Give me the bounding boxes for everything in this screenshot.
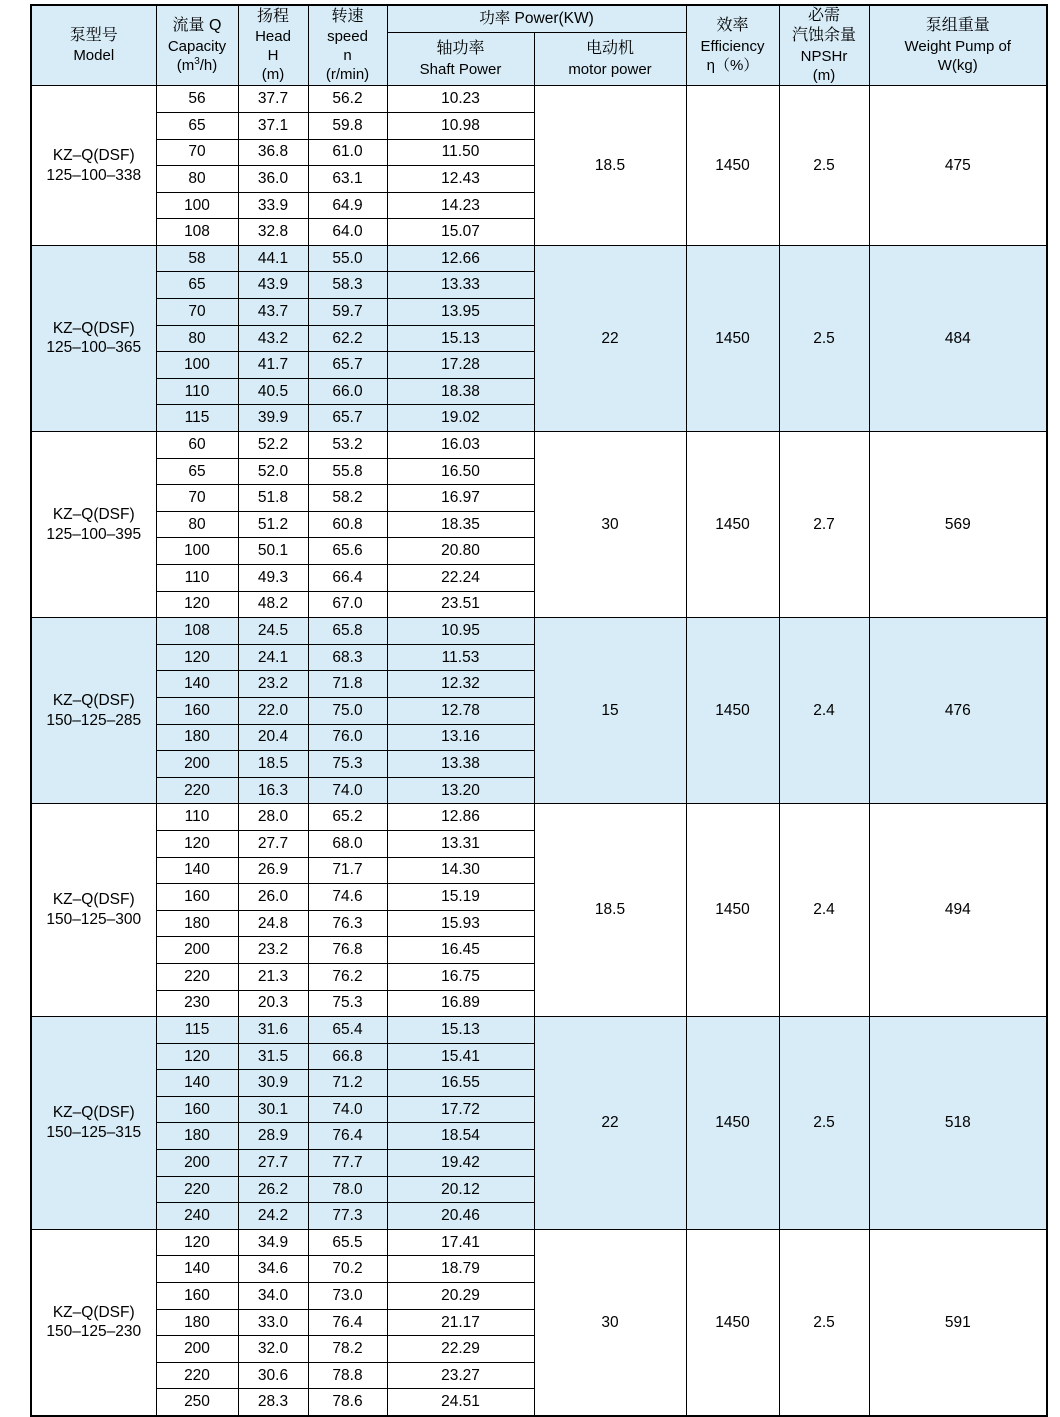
cell-head: 23.2: [238, 937, 308, 964]
cell-motor-power: 22: [534, 1017, 686, 1230]
cell-capacity: 160: [156, 1096, 238, 1123]
cell-speed: 67.0: [308, 591, 387, 618]
cell-head: 26.9: [238, 857, 308, 884]
table-row: [31, 245, 1047, 272]
table-body: [31, 86, 1047, 1416]
cell-head: 41.7: [238, 352, 308, 379]
cell-shaft: 24.51: [387, 1389, 534, 1416]
cell-capacity: 160: [156, 884, 238, 911]
cell-speed: 59.8: [308, 112, 387, 139]
pump-specification-table: [30, 4, 1048, 1417]
cell-speed: 76.8: [308, 937, 387, 964]
cell-head: 33.9: [238, 192, 308, 219]
cell-head: 26.2: [238, 1176, 308, 1203]
cell-shaft: 11.50: [387, 139, 534, 166]
cell-speed: 77.3: [308, 1203, 387, 1230]
cell-capacity: 120: [156, 1043, 238, 1070]
cell-head: 43.7: [238, 299, 308, 326]
cell-head: 23.2: [238, 671, 308, 698]
cell-weight: 476: [869, 618, 1047, 804]
cell-head: 52.0: [238, 458, 308, 485]
cell-head: 50.1: [238, 538, 308, 565]
cell-shaft: 21.17: [387, 1309, 534, 1336]
header-motor-power: 电动机 motor power: [534, 33, 686, 86]
cell-shaft: 23.27: [387, 1362, 534, 1389]
cell-weight: 494: [869, 804, 1047, 1017]
cell-speed: 58.3: [308, 272, 387, 299]
header-power-group: 功率 Power(KW): [387, 5, 686, 33]
cell-shaft: 13.33: [387, 272, 534, 299]
model-line-1: KZ–Q(DSF): [52, 505, 135, 523]
cell-shaft: 15.07: [387, 219, 534, 246]
cell-capacity: 100: [156, 192, 238, 219]
cell-weight: 569: [869, 432, 1047, 618]
cell-shaft: 20.29: [387, 1283, 534, 1310]
model-line-1: KZ–Q(DSF): [52, 691, 135, 709]
cell-shaft: 22.24: [387, 565, 534, 592]
cell-capacity: 180: [156, 724, 238, 751]
cell-speed: 76.0: [308, 724, 387, 751]
cell-capacity: 110: [156, 804, 238, 831]
cell-capacity: 108: [156, 618, 238, 645]
cell-shaft: 15.41: [387, 1043, 534, 1070]
cell-capacity: 70: [156, 299, 238, 326]
cell-capacity: 120: [156, 830, 238, 857]
cell-head: 22.0: [238, 697, 308, 724]
cell-model: [31, 245, 156, 431]
cell-head: 44.1: [238, 245, 308, 272]
cell-shaft: 20.12: [387, 1176, 534, 1203]
cell-model: [31, 618, 156, 804]
cell-speed: 73.0: [308, 1283, 387, 1310]
cell-capacity: 140: [156, 857, 238, 884]
cell-head: 40.5: [238, 378, 308, 405]
cell-speed: 65.5: [308, 1229, 387, 1256]
cell-npshr: 2.4: [779, 804, 869, 1017]
cell-head: 20.3: [238, 990, 308, 1017]
model-line-2: 150–125–315: [46, 1123, 142, 1141]
cell-shaft: 12.86: [387, 804, 534, 831]
cell-capacity: 110: [156, 565, 238, 592]
model-line-2: 150–125–300: [46, 911, 142, 929]
cell-speed: 55.0: [308, 245, 387, 272]
cell-speed: 64.9: [308, 192, 387, 219]
cell-capacity: 230: [156, 990, 238, 1017]
cell-shaft: 20.46: [387, 1203, 534, 1230]
cell-shaft: 15.13: [387, 325, 534, 352]
header-shaft-power: 轴功率 Shaft Power: [387, 33, 534, 86]
cell-shaft: 15.93: [387, 910, 534, 937]
cell-capacity: 120: [156, 644, 238, 671]
cell-head: 37.7: [238, 86, 308, 113]
cell-shaft: 16.45: [387, 937, 534, 964]
cell-head: 34.6: [238, 1256, 308, 1283]
model-line-2: 150–125–285: [46, 711, 142, 729]
cell-shaft: 17.41: [387, 1229, 534, 1256]
cell-speed: 65.7: [308, 405, 387, 432]
cell-capacity: 120: [156, 1229, 238, 1256]
cell-speed: 63.1: [308, 166, 387, 193]
cell-head: 16.3: [238, 777, 308, 804]
cell-speed: 68.3: [308, 644, 387, 671]
cell-capacity: 220: [156, 777, 238, 804]
cell-head: 27.7: [238, 1150, 308, 1177]
cell-head: 32.0: [238, 1336, 308, 1363]
cell-speed: 53.2: [308, 432, 387, 459]
table-row: [31, 1229, 1047, 1256]
cell-shaft: 14.23: [387, 192, 534, 219]
cell-weight: 475: [869, 86, 1047, 246]
cell-head: 24.1: [238, 644, 308, 671]
cell-speed: 74.6: [308, 884, 387, 911]
cell-shaft: 22.29: [387, 1336, 534, 1363]
table-row: [31, 1017, 1047, 1044]
cell-speed: 59.7: [308, 299, 387, 326]
cell-capacity: 140: [156, 1256, 238, 1283]
cell-capacity: 160: [156, 697, 238, 724]
cell-capacity: 250: [156, 1389, 238, 1416]
model-line-2: 150–125–230: [46, 1323, 142, 1341]
cell-capacity: 58: [156, 245, 238, 272]
cell-weight: 518: [869, 1017, 1047, 1230]
cell-shaft: 16.97: [387, 485, 534, 512]
cell-head: 30.6: [238, 1362, 308, 1389]
header-head: 扬程 Head H (m): [238, 5, 308, 86]
cell-shaft: 14.30: [387, 857, 534, 884]
cell-capacity: 160: [156, 1283, 238, 1310]
cell-speed: 75.3: [308, 990, 387, 1017]
cell-capacity: 60: [156, 432, 238, 459]
cell-head: 51.2: [238, 511, 308, 538]
cell-shaft: 18.54: [387, 1123, 534, 1150]
cell-shaft: 11.53: [387, 644, 534, 671]
cell-motor-power: 30: [534, 432, 686, 618]
table-header: [31, 5, 1047, 86]
cell-capacity: 70: [156, 485, 238, 512]
cell-speed: 76.3: [308, 910, 387, 937]
cell-capacity: 80: [156, 511, 238, 538]
cell-motor-power: 30: [534, 1229, 686, 1416]
cell-efficiency: 1450: [686, 432, 779, 618]
cell-speed: 65.8: [308, 618, 387, 645]
cell-head: 28.9: [238, 1123, 308, 1150]
cell-capacity: 180: [156, 1123, 238, 1150]
cell-capacity: 200: [156, 1336, 238, 1363]
cell-head: 30.9: [238, 1070, 308, 1097]
cell-speed: 58.2: [308, 485, 387, 512]
model-line-2: 125–100–395: [46, 525, 142, 543]
cell-head: 31.5: [238, 1043, 308, 1070]
cell-head: 36.0: [238, 166, 308, 193]
model-line-2: 125–100–338: [46, 166, 142, 184]
cell-speed: 78.0: [308, 1176, 387, 1203]
cell-efficiency: 1450: [686, 1229, 779, 1416]
header-capacity: 流量 Q Capacity $(m^3/h)$: [156, 5, 238, 86]
cell-shaft: 10.98: [387, 112, 534, 139]
cell-shaft: 13.95: [387, 299, 534, 326]
cell-head: 26.0: [238, 884, 308, 911]
cell-capacity: 140: [156, 1070, 238, 1097]
header-npshr: 必需 汽蚀余量 NPSHr (m): [779, 5, 869, 86]
cell-capacity: 220: [156, 1362, 238, 1389]
cell-shaft: 20.80: [387, 538, 534, 565]
cell-capacity: 100: [156, 538, 238, 565]
cell-head: 24.5: [238, 618, 308, 645]
cell-shaft: 13.20: [387, 777, 534, 804]
table-row: [31, 804, 1047, 831]
cell-capacity: 65: [156, 112, 238, 139]
cell-head: 36.8: [238, 139, 308, 166]
cell-shaft: 16.75: [387, 963, 534, 990]
cell-head: 30.1: [238, 1096, 308, 1123]
cell-shaft: 18.38: [387, 378, 534, 405]
cell-speed: 78.8: [308, 1362, 387, 1389]
cell-efficiency: 1450: [686, 1017, 779, 1230]
cell-head: 33.0: [238, 1309, 308, 1336]
model-line-1: KZ–Q(DSF): [52, 319, 135, 337]
cell-head: 31.6: [238, 1017, 308, 1044]
cell-capacity: 115: [156, 1017, 238, 1044]
cell-head: 37.1: [238, 112, 308, 139]
cell-capacity: 140: [156, 671, 238, 698]
cell-capacity: 100: [156, 352, 238, 379]
cell-speed: 76.2: [308, 963, 387, 990]
cell-npshr: 2.5: [779, 1229, 869, 1416]
cell-capacity: 65: [156, 458, 238, 485]
cell-speed: 75.0: [308, 697, 387, 724]
cell-speed: 76.4: [308, 1123, 387, 1150]
cell-shaft: 13.31: [387, 830, 534, 857]
model-line-2: 125–100–365: [46, 339, 142, 357]
cell-capacity: 70: [156, 139, 238, 166]
cell-head: 21.3: [238, 963, 308, 990]
cell-shaft: 13.38: [387, 751, 534, 778]
cell-speed: 75.3: [308, 751, 387, 778]
cell-shaft: 18.79: [387, 1256, 534, 1283]
cell-speed: 77.7: [308, 1150, 387, 1177]
table-row: [31, 618, 1047, 645]
cell-capacity: 110: [156, 378, 238, 405]
model-line-1: KZ–Q(DSF): [52, 891, 135, 909]
cell-shaft: 17.72: [387, 1096, 534, 1123]
cell-speed: 62.2: [308, 325, 387, 352]
cell-speed: 65.2: [308, 804, 387, 831]
cell-shaft: 12.32: [387, 671, 534, 698]
cell-head: 27.7: [238, 830, 308, 857]
cell-shaft: 13.16: [387, 724, 534, 751]
cell-capacity: 240: [156, 1203, 238, 1230]
cell-speed: 66.0: [308, 378, 387, 405]
cell-weight: 591: [869, 1229, 1047, 1416]
cell-shaft: 15.13: [387, 1017, 534, 1044]
cell-shaft: 19.02: [387, 405, 534, 432]
cell-speed: 55.8: [308, 458, 387, 485]
cell-capacity: 80: [156, 325, 238, 352]
cell-speed: 70.2: [308, 1256, 387, 1283]
cell-head: 18.5: [238, 751, 308, 778]
cell-speed: 78.2: [308, 1336, 387, 1363]
cell-efficiency: 1450: [686, 804, 779, 1017]
cell-head: 43.2: [238, 325, 308, 352]
cell-shaft: 15.19: [387, 884, 534, 911]
cell-capacity: 200: [156, 751, 238, 778]
cell-speed: 66.8: [308, 1043, 387, 1070]
cell-speed: 66.4: [308, 565, 387, 592]
cell-npshr: 2.5: [779, 1017, 869, 1230]
header-model: 泵型号 Model: [31, 5, 156, 86]
cell-shaft: 12.66: [387, 245, 534, 272]
cell-npshr: 2.5: [779, 245, 869, 431]
model-line-1: KZ–Q(DSF): [52, 146, 135, 164]
model-line-1: KZ–Q(DSF): [52, 1303, 135, 1321]
cell-model: [31, 1229, 156, 1416]
cell-head: 39.9: [238, 405, 308, 432]
cell-speed: 74.0: [308, 1096, 387, 1123]
cell-efficiency: 1450: [686, 245, 779, 431]
cell-head: 28.0: [238, 804, 308, 831]
cell-capacity: 65: [156, 272, 238, 299]
cell-capacity: 120: [156, 591, 238, 618]
cell-head: 28.3: [238, 1389, 308, 1416]
header-speed: 转速 speed n (r/min): [308, 5, 387, 86]
cell-shaft: 17.28: [387, 352, 534, 379]
cell-model: [31, 432, 156, 618]
cell-head: 24.8: [238, 910, 308, 937]
cell-shaft: 16.50: [387, 458, 534, 485]
cell-head: 34.9: [238, 1229, 308, 1256]
cell-speed: 78.6: [308, 1389, 387, 1416]
cell-capacity: 200: [156, 937, 238, 964]
cell-motor-power: 22: [534, 245, 686, 431]
cell-motor-power: 15: [534, 618, 686, 804]
cell-shaft: 10.95: [387, 618, 534, 645]
cell-capacity: 115: [156, 405, 238, 432]
cell-shaft: 10.23: [387, 86, 534, 113]
cell-head: 48.2: [238, 591, 308, 618]
cell-model: [31, 804, 156, 1017]
table-row: [31, 432, 1047, 459]
cell-speed: 65.4: [308, 1017, 387, 1044]
header-weight: 泵组重量 Weight Pump of W(kg): [869, 5, 1047, 86]
header-capacity-unit: $(m^3/h)$: [176, 55, 218, 74]
cell-speed: 68.0: [308, 830, 387, 857]
cell-speed: 65.7: [308, 352, 387, 379]
cell-efficiency: 1450: [686, 86, 779, 246]
cell-head: 32.8: [238, 219, 308, 246]
cell-speed: 71.8: [308, 671, 387, 698]
cell-motor-power: 18.5: [534, 804, 686, 1017]
cell-head: 49.3: [238, 565, 308, 592]
cell-speed: 74.0: [308, 777, 387, 804]
cell-capacity: 180: [156, 1309, 238, 1336]
cell-shaft: 18.35: [387, 511, 534, 538]
cell-speed: 60.8: [308, 511, 387, 538]
cell-model: [31, 86, 156, 246]
cell-shaft: 23.51: [387, 591, 534, 618]
cell-capacity: 180: [156, 910, 238, 937]
cell-efficiency: 1450: [686, 618, 779, 804]
cell-head: 52.2: [238, 432, 308, 459]
cell-speed: 56.2: [308, 86, 387, 113]
cell-shaft: 12.78: [387, 697, 534, 724]
cell-npshr: 2.4: [779, 618, 869, 804]
cell-weight: 484: [869, 245, 1047, 431]
cell-model: [31, 1017, 156, 1230]
cell-speed: 64.0: [308, 219, 387, 246]
cell-capacity: 200: [156, 1150, 238, 1177]
cell-capacity: 220: [156, 963, 238, 990]
cell-speed: 61.0: [308, 139, 387, 166]
cell-speed: 71.7: [308, 857, 387, 884]
header-efficiency: 效率 Efficiency η（%）: [686, 5, 779, 86]
cell-npshr: 2.7: [779, 432, 869, 618]
cell-motor-power: 18.5: [534, 86, 686, 246]
cell-head: 34.0: [238, 1283, 308, 1310]
cell-shaft: 16.03: [387, 432, 534, 459]
cell-capacity: 220: [156, 1176, 238, 1203]
cell-capacity: 56: [156, 86, 238, 113]
cell-capacity: 80: [156, 166, 238, 193]
model-line-1: KZ–Q(DSF): [52, 1104, 135, 1122]
table-row: [31, 86, 1047, 113]
cell-shaft: 16.89: [387, 990, 534, 1017]
cell-shaft: 16.55: [387, 1070, 534, 1097]
cell-speed: 71.2: [308, 1070, 387, 1097]
cell-speed: 76.4: [308, 1309, 387, 1336]
cell-shaft: 19.42: [387, 1150, 534, 1177]
cell-shaft: 12.43: [387, 166, 534, 193]
cell-head: 20.4: [238, 724, 308, 751]
cell-speed: 65.6: [308, 538, 387, 565]
cell-head: 51.8: [238, 485, 308, 512]
cell-head: 24.2: [238, 1203, 308, 1230]
cell-npshr: 2.5: [779, 86, 869, 246]
cell-capacity: 108: [156, 219, 238, 246]
cell-head: 43.9: [238, 272, 308, 299]
